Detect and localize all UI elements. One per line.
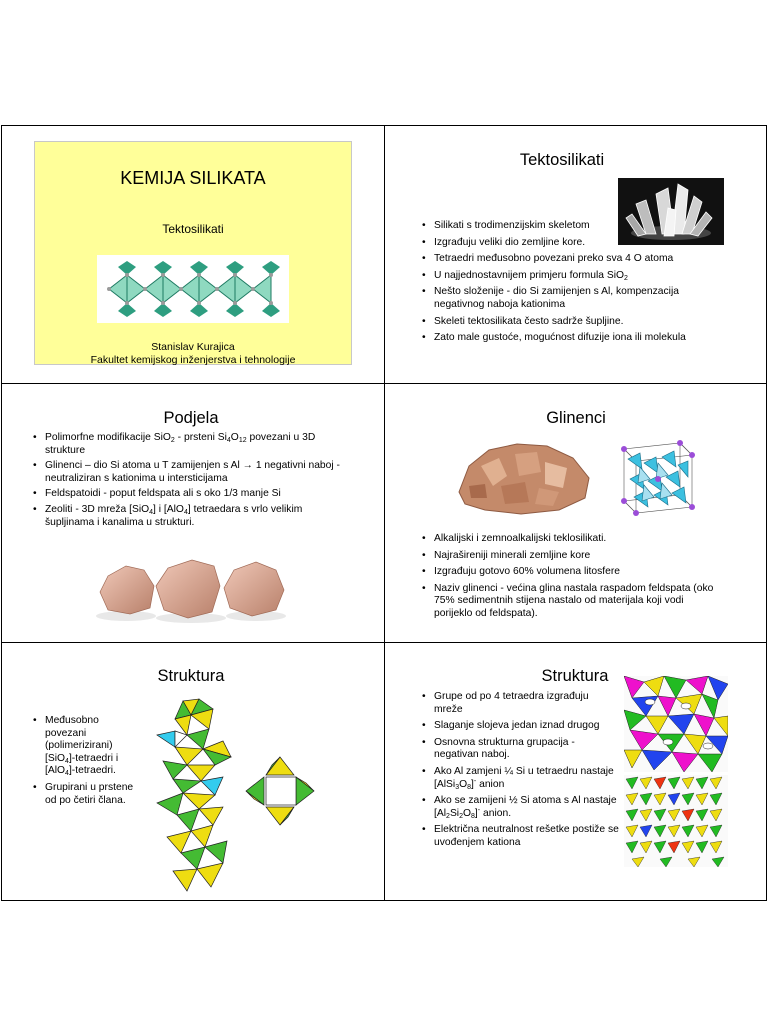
framework-structure-bottom — [624, 775, 728, 867]
feldspar-structure-model — [618, 439, 698, 517]
slide-glinenci — [385, 384, 767, 642]
arrow-right-icon: → — [242, 460, 253, 472]
bullet: • Izgrađuju gotovo 60% volumena litosfere — [420, 566, 720, 579]
bullet: • Glinenci – dio Si atoma u T zamijenjen s Al → 1 negativni naboj - neutraliziran s kationima u intersticijama — [31, 460, 351, 485]
main-title: KEMIJA SILIKATA — [120, 168, 266, 188]
bullet-list — [31, 715, 141, 811]
bullet: • Naziv glinenci - većina glina nastala raspadom feldspata (oko 75% sedimentnih stijena nastalo od materijala koji vodi porijeklo od feldspata). — [420, 583, 720, 621]
bullet: • Električna neutralnost rešetke postiže se uvođenjem kationa — [420, 824, 620, 849]
bullet: • Zato male gustoće, mogućnost difuzije iona ili molekula — [420, 332, 720, 345]
author-block — [35, 341, 351, 366]
slide-title: Struktura — [541, 667, 609, 685]
slide-title — [1, 125, 384, 383]
bullet: • Najrašireniji minerali zemljine kore — [420, 550, 720, 563]
author-name: Stanislav Kurajica — [151, 341, 235, 353]
bullet: • Tetraedri međusobno povezani preko sva 4 O atoma — [420, 253, 720, 266]
bullet: • Nešto složenije - dio Si zamijenjen s Al, kompenzacija negativnog naboja kationima — [420, 286, 720, 311]
bullet: • Ako se zamijeni ½ Si atoma s Al nastaje $[Al_2Si_2O_8]^-$ anion. — [420, 795, 620, 820]
faculty-name: Fakultet kemijskog inženjerstva i tehnologije — [90, 353, 296, 366]
bullet: • Slaganje slojeva jedan iznad drugog — [420, 720, 620, 733]
slide-title: Podjela — [163, 409, 219, 427]
bullet-list — [420, 533, 720, 625]
subtitle: Tektosilikati — [162, 222, 224, 236]
feldspar-mineral-image — [455, 436, 595, 516]
bullet: • Grupirani u prstene od po četiri člana. — [31, 782, 141, 807]
title-box — [34, 141, 352, 365]
handout-page — [1, 125, 767, 901]
bullet: • Osnovna strukturna grupacija - negativan naboj. — [420, 737, 620, 762]
slide-struktura-2 — [385, 643, 767, 901]
bullet: • Feldspatoidi - poput feldspata ali s oko 1/3 manje Si — [31, 488, 351, 501]
bullet: • Polimorfne modifikacije SiO$_2$ - prsteni $Si_4O_{12}$ povezani u 3D strukture — [31, 432, 351, 457]
bullet: • Alkalijski i zemnoalkalijski teklosilikati. — [420, 533, 720, 546]
bullet: • Izgrađuju veliki dio zemljine kore. — [420, 237, 720, 250]
bullet-list — [31, 432, 351, 532]
rock-samples-image — [96, 546, 286, 626]
bullet: • Ako Al zamjeni ¼ Si u tetraedru nastaje $[AlSi_3O_8]^-$ anion — [420, 766, 620, 791]
bullet: • U najjednostavnijem primjeru formula SiO$_2$ — [420, 270, 720, 283]
slide-title: Glinenci — [546, 409, 606, 427]
slide-podjela — [1, 384, 384, 642]
slide-struktura-1 — [1, 643, 384, 901]
slide-title: Tektosilikati — [519, 151, 605, 169]
bullet: • Grupe od po 4 tetraedra izgrađuju mreže — [420, 691, 620, 716]
four-membered-ring-model — [244, 755, 316, 827]
framework-structure-top — [624, 676, 728, 772]
bullet-list — [420, 220, 720, 349]
silicate-chain-image — [97, 255, 289, 323]
bullet: • Zeoliti - 3D mreža [SiO$_4$] i [AlO$_4$] tetraedara s vrlo velikim šupljinama i kanalima u strukturi. — [31, 504, 351, 529]
bullet: • Međusobno povezani (polimerizirani) [SiO$_4$]-tetraedri i [AlO$_4$]-tetraedri. — [31, 715, 141, 778]
bullet-list — [420, 691, 620, 854]
bullet: • Silikati s trodimenzijskim skeletom — [420, 220, 720, 233]
slide-title: Struktura — [157, 667, 225, 685]
tetrahedra-chain-model — [153, 695, 235, 895]
slide-tektosilikati — [385, 125, 767, 383]
bullet: • Skeleti tektosilikata često sadrže šupljine. — [420, 316, 720, 329]
